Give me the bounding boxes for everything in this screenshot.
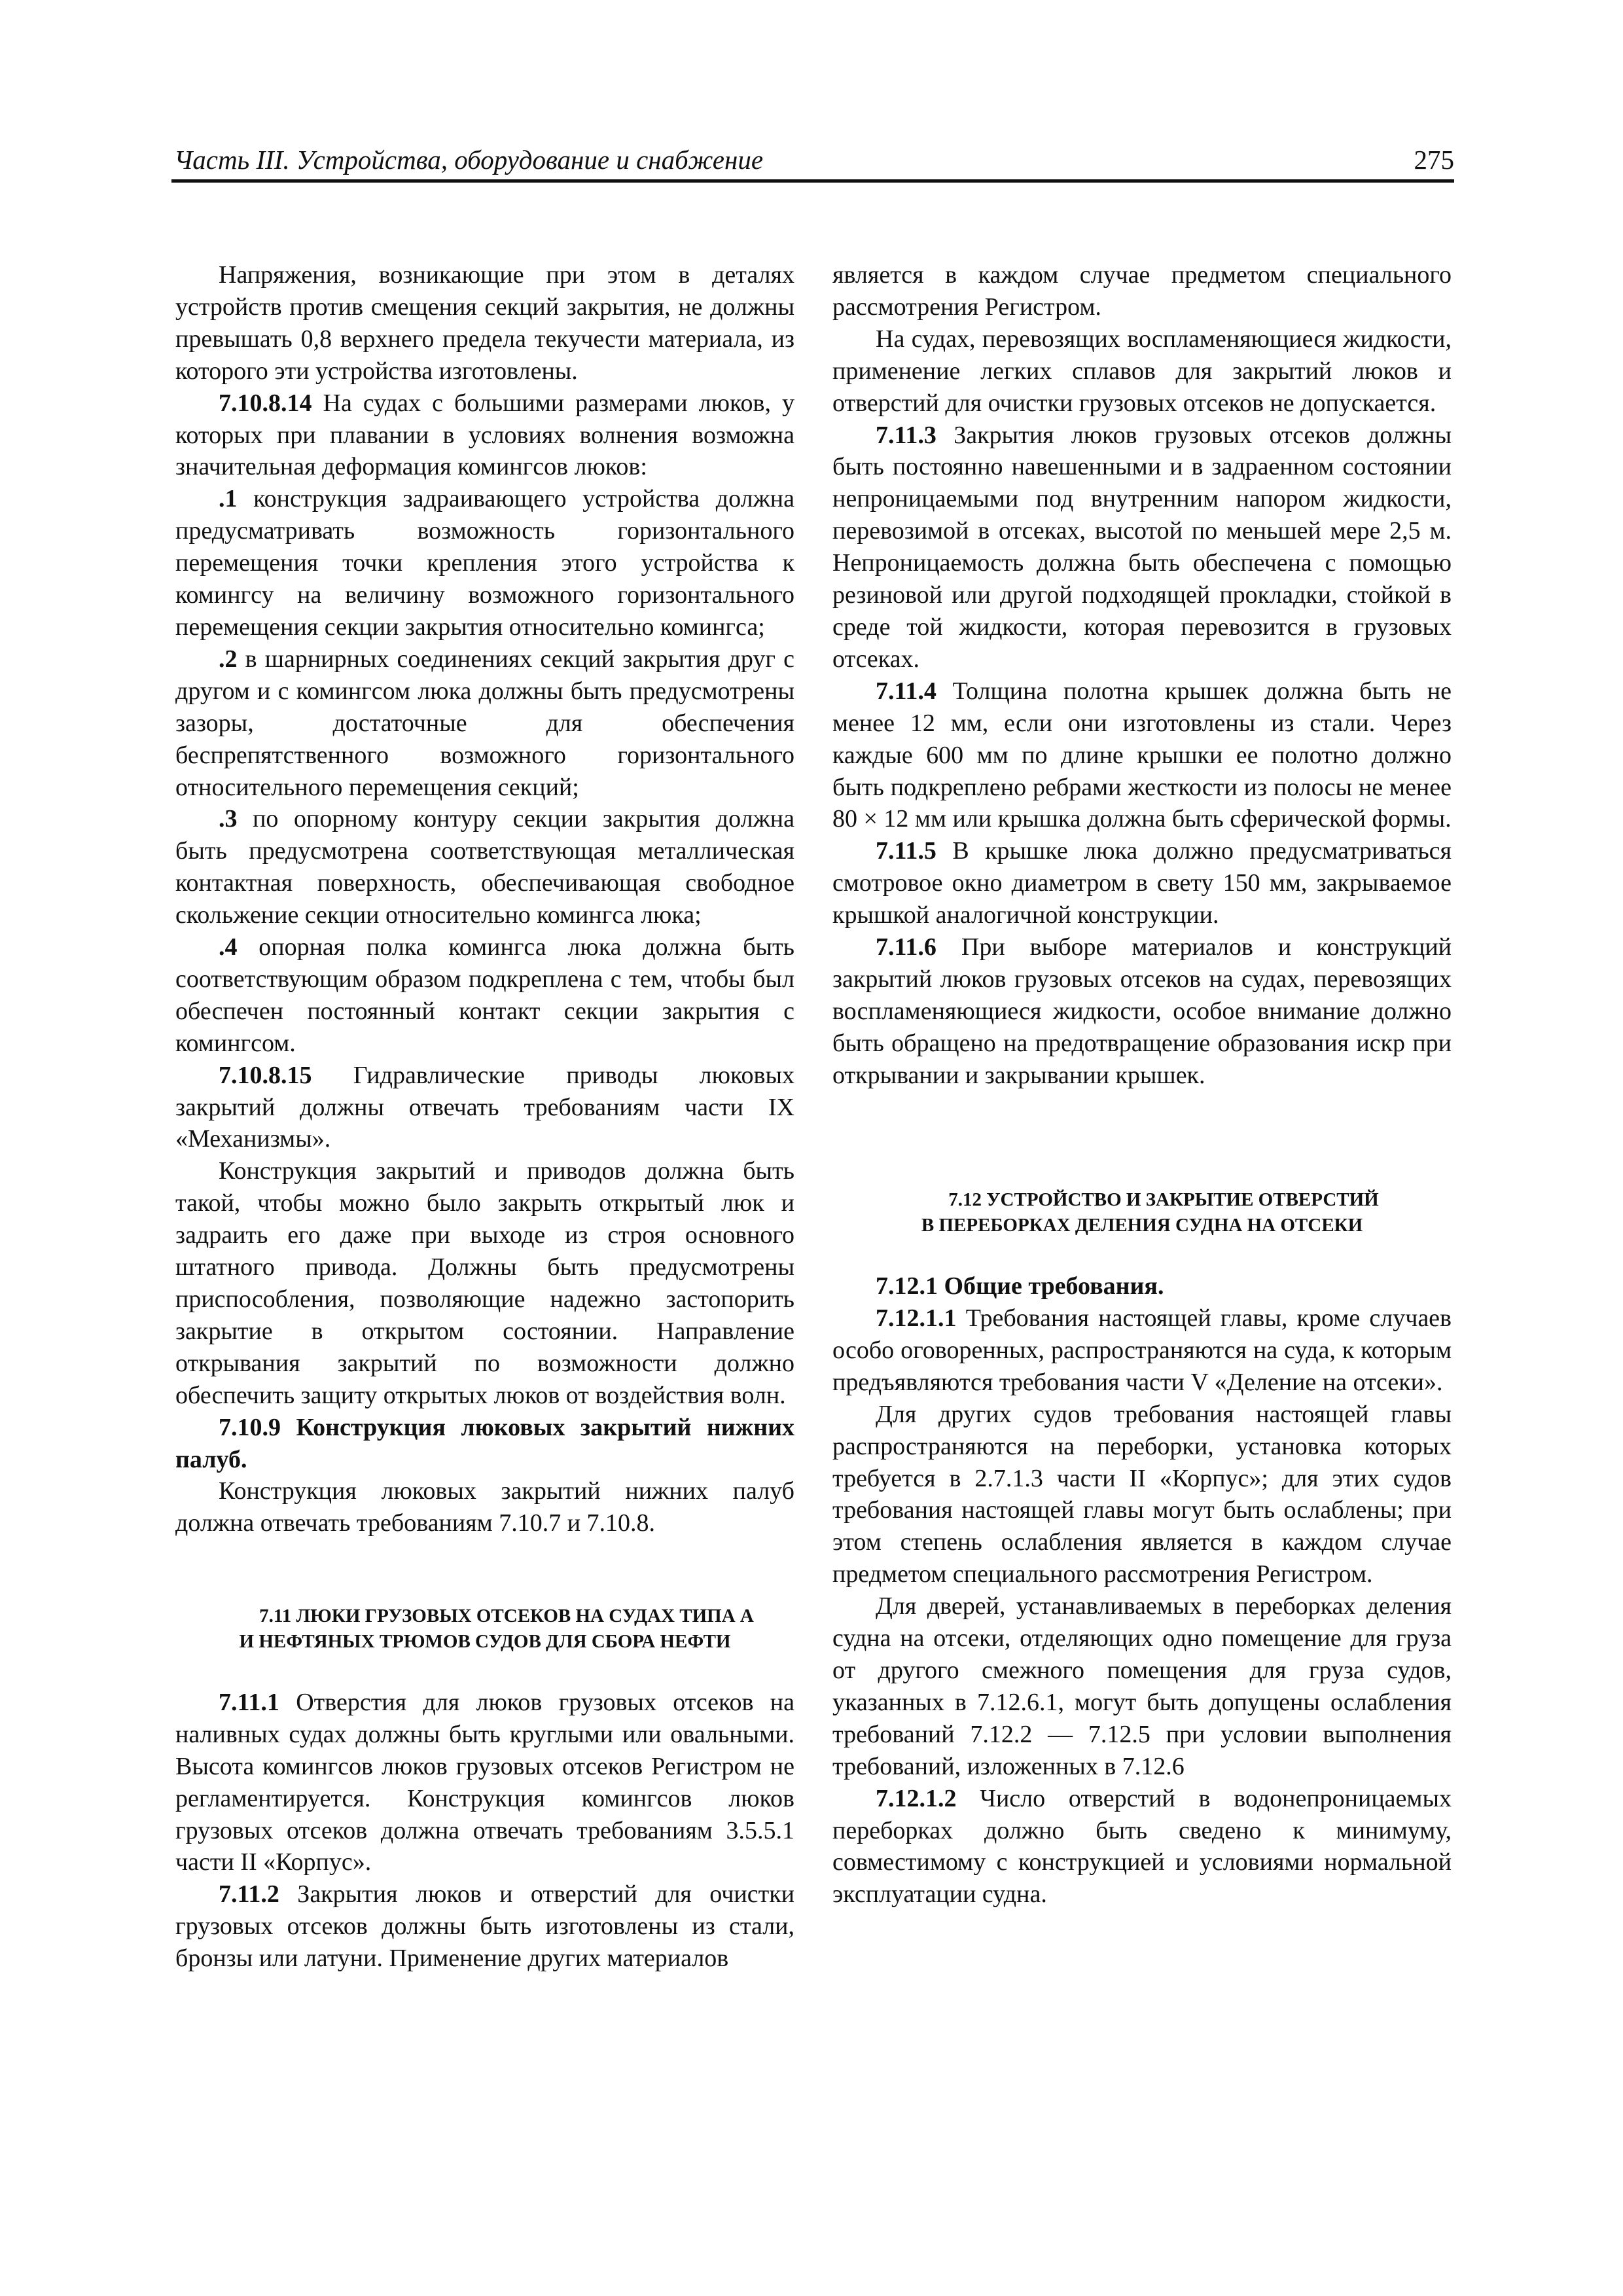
clause-number: 7.11.4 (876, 677, 936, 705)
clause-number: 7.12.1.2 (876, 1784, 957, 1812)
item-number: .4 (219, 933, 238, 961)
clause-7-12-1-2: 7.12.1.2 Число отверстий в водонепроницаемых переборках должно быть сведено к минимуму, совместимому с конструкцией и условиями нормальной эксплуатации судна. (832, 1784, 1452, 1909)
paragraph: На судах, перевозящих воспламеняющиеся жидкости, применение легких сплавов для закрытий люков и отверстий для очистки грузовых отсеков не допускается. (832, 325, 1452, 417)
clause-7-10-9-heading: 7.10.9 Конструкция люковых закрытий нижних палуб. (175, 1413, 794, 1473)
paragraph: Для других судов требования настоящей главы распространяются на переборки, установка которых требуется в 2.7.1.3 части II «Корпус»; для этих судов требования настоящей главы могут быть ослаблены; при этом степень ослабления является в каждом случае предметом специального рассмотрения Регистром. (832, 1400, 1452, 1588)
clause-number: 7.11.1 (219, 1688, 279, 1716)
right-column (832, 259, 1452, 1910)
header-title: Часть III. Устройства, оборудование и снабжение (174, 145, 764, 175)
list-item-1: .1 конструкция задраивающего устройства должна предусматривать возможность горизонтального перемещения точки крепления этого устройства к комингсу на величину возможного горизонтального перемещения секции закрытия относительно комингса; (175, 485, 794, 641)
clause-number: 7.12.1.1 (876, 1304, 957, 1333)
list-item-2: .2 в шарнирных соединениях секций закрытия друг с другом и с комингсом люка должны быть предусмотрены зазоры, достаточные для обеспечения беспрепятственного возможного горизонтального относительного перемещения секций; (175, 645, 794, 801)
paragraph: Конструкция люковых закрытий нижних палуб должна отвечать требованиям 7.10.7 и 7.10.8. (175, 1477, 794, 1537)
clause-number: 7.10.8.14 (219, 389, 312, 417)
paragraph: Конструкция закрытий и приводов должна быть такой, чтобы можно было закрыть открытый люк и задраить его даже при выходе из строя основного штатного привода. Должны быть предусмотрены приспособления, позволяющие надежно застопорить закрытие в открытом состоянии. Направление открывания закрытий по возможности должно обеспечить защиту открытых люков от воздействия волн. (175, 1157, 794, 1409)
clause-number: 7.11.6 (876, 933, 936, 961)
running-header (171, 141, 1454, 183)
clause-7-11-1: 7.11.1 Отверстия для люков грузовых отсеков на наливных судах должны быть круглыми или овальными. Высота комингсов люков грузовых отсеков Регистром не регламентируется. Конструкция комингсов люков грузовых отсеков должна отвечать требованиям 3.5.5.1 части II «Корпус». (175, 1688, 794, 1876)
item-number: .1 (219, 485, 238, 513)
section-title-7-12: 7.12 УСТРОЙСТВО И ЗАКРЫТИЕ ОТВЕРСТИЙ В ПЕРЕБОРКАХ ДЕЛЕНИЯ СУДНА НА ОТСЕКИ (921, 1189, 1379, 1236)
clause-7-11-2: 7.11.2 Закрытия люков и отверстий для очистки грузовых отсеков должны быть изготовлены из стали, бронзы или латуни. Применение других материалов (175, 1880, 794, 1973)
clause-7-11-5: 7.11.5 В крышке люка должно предусматриваться смотровое окно диаметром в свету 150 мм, закрываемое крышкой аналогичной конструкции. (832, 837, 1452, 929)
paragraph-continued: является в каждом случае предметом специального рассмотрения Регистром. (832, 261, 1452, 321)
clause-7-10-8-14: 7.10.8.14 На судах с большими размерами люков, у которых при плавании в условиях волнения возможна значительная деформация комингсов люков: (175, 389, 794, 481)
clause-7-11-6: 7.11.6 При выборе материалов и конструкций закрытий люков грузовых отсеков на судах, перевозящих воспламеняющиеся жидкости, особое внимание должно быть обращено на предотвращение образования искр при открывании и закрывании крышек. (832, 933, 1452, 1089)
clause-number: 7.11.2 (219, 1880, 279, 1909)
clause-7-11-3: 7.11.3 Закрытия люков грузовых отсеков должны быть постоянно навешенными и в задраенном состоянии непроницаемыми под внутренним напором жидкости, перевозимой в отсеках, высотой по меньшей мере 2,5 м. Непроницаемость должна быть обеспечена с помощью резиновой или другой подходящей прокладки, стойкой в среде той жидкости, которая перевозится в грузовых отсеках. (832, 421, 1452, 673)
clause-7-12-1-1: 7.12.1.1 Требования настоящей главы, кроме случаев особо оговоренных, распространяются на суда, к которым предъявляются требования части V «Деление на отсеки». (832, 1304, 1452, 1396)
section-title-7-11: 7.11 ЛЮКИ ГРУЗОВЫХ ОТСЕКОВ НА СУДАХ ТИПА А И НЕФТЯНЫХ ТРЮМОВ СУДОВ ДЛЯ СБОРА НЕФТИ (239, 1605, 754, 1653)
clause-number: 7.10.8.15 (219, 1061, 312, 1089)
list-item-4: .4 опорная полка комингса люка должна быть соответствующим образом подкреплена с тем, чтобы был обеспечен постоянный контакт секции закрытия с комингсом. (175, 933, 794, 1057)
paragraph: Для дверей, устанавливаемых в переборках деления судна на отсеки, отделяющих одно помещение для груза от другого смежного помещения для груза судов, указанных в 7.12.6.1, могут быть допущены ослабления требований 7.12.2 — 7.12.5 при условии выполнения требований, изложенных в 7.12.6 (832, 1592, 1452, 1780)
clause-number: 7.11.3 (876, 421, 936, 449)
page-number: 275 (1414, 145, 1454, 175)
list-item-3: .3 по опорному контуру секции закрытия должна быть предусмотрена соответствующая металлическая контактная поверхность, обеспечивающая свободное скольжение секции относительно комингса люка; (175, 805, 794, 929)
paragraph: Напряжения, возникающие при этом в деталях устройств против смещения секций закрытия, не должны превышать 0,8 верхнего предела текучести материала, из которого эти устройства изготовлены. (175, 261, 794, 385)
clause-number: 7.11.5 (876, 837, 936, 865)
clause-7-11-4: 7.11.4 Толщина полотна крышек должна быть не менее 12 мм, если они изготовлены из стали. Через каждые 600 мм по длине крышки ее полотно должно быть подкреплено ребрами жесткости из полосы не менее 80 × 12 мм или крышка должна быть сферической формы. (832, 677, 1452, 833)
clause-7-10-8-15: 7.10.8.15 Гидравлические приводы люковых закрытий должны отвечать требованиям части IX «Механизмы». (175, 1061, 794, 1153)
clause-7-12-1-heading: 7.12.1 Общие требования. (876, 1272, 1164, 1300)
item-number: .2 (219, 645, 238, 673)
item-number: .3 (219, 805, 238, 833)
left-column (175, 259, 794, 1975)
